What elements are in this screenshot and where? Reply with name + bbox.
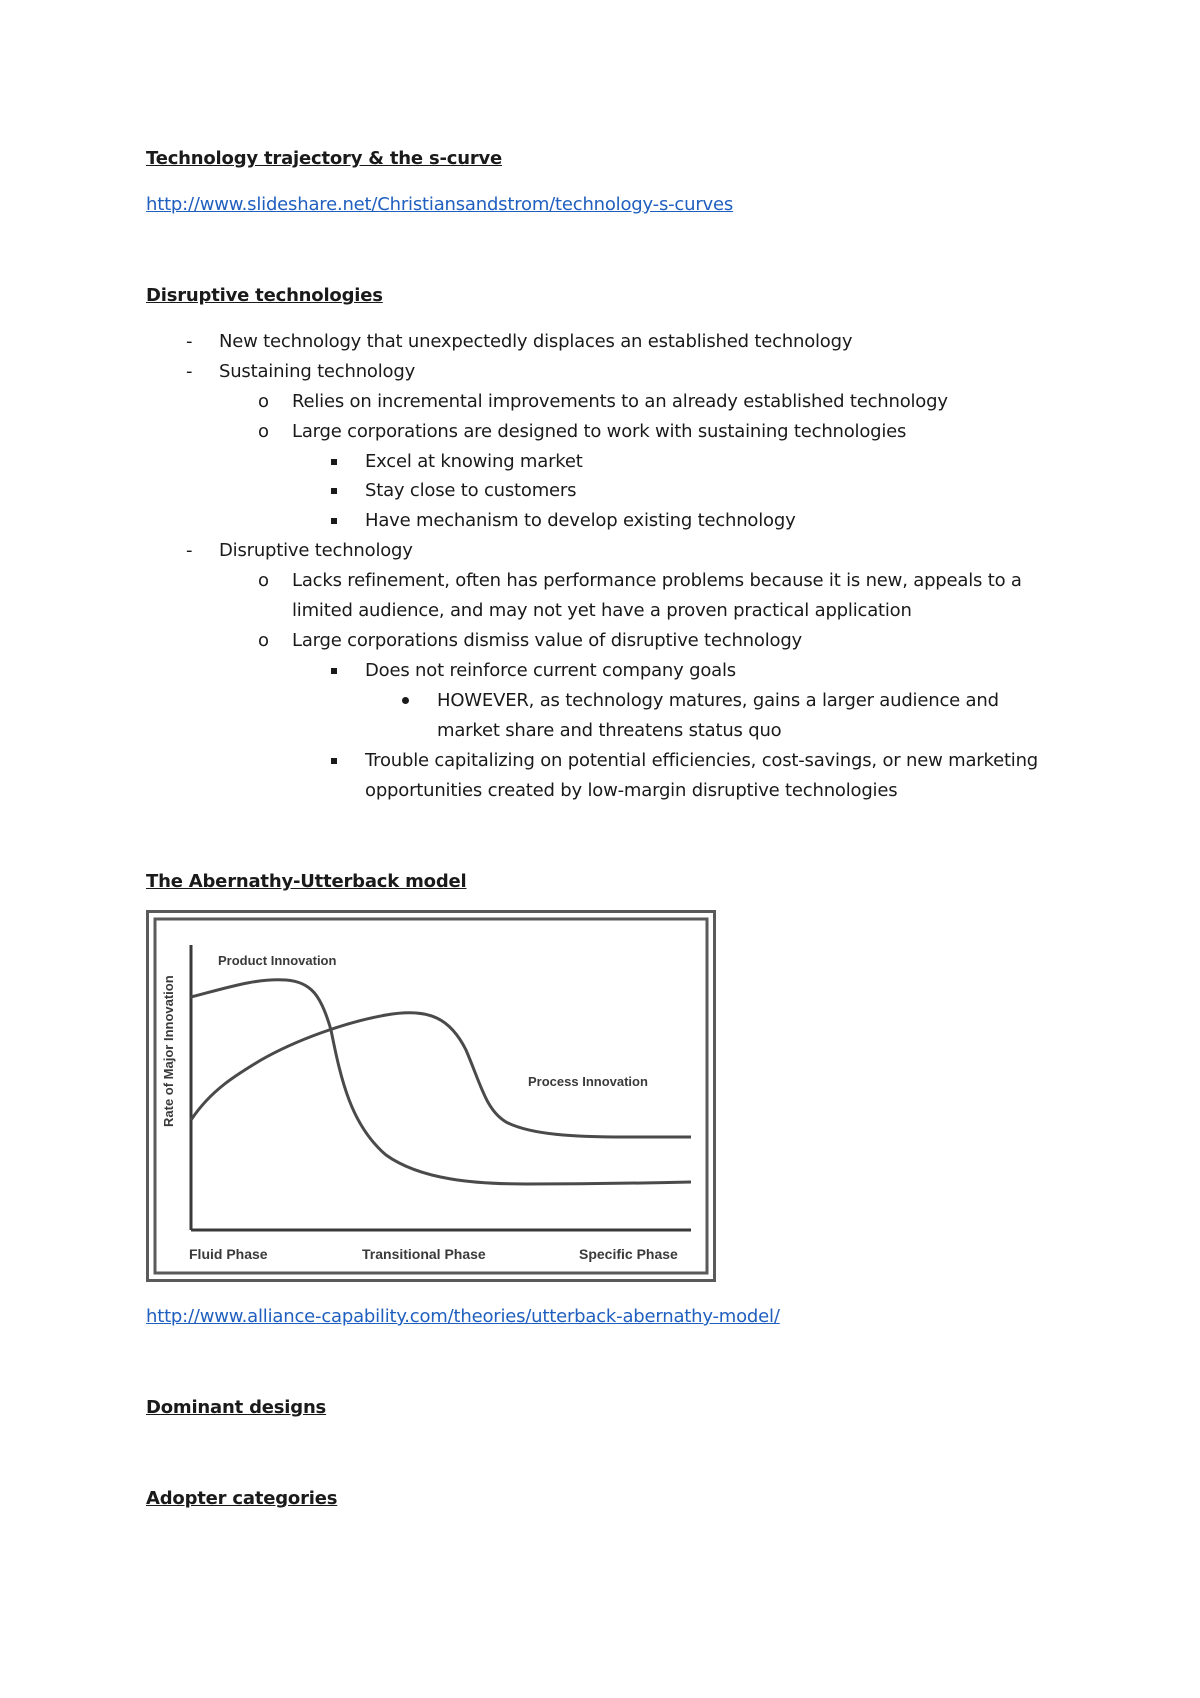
list-item: Trouble capitalizing on potential efficiencies, cost-savings, or new marketing xyxy=(365,750,1039,771)
square-bullet-icon xyxy=(331,668,337,674)
heading-adopter-categories: Adopter categories xyxy=(146,1488,338,1509)
heading-disruptive-technologies: Disruptive technologies xyxy=(146,285,383,306)
circle-bullet: o xyxy=(258,391,270,412)
circle-bullet: o xyxy=(258,630,270,651)
list-item: Sustaining technology xyxy=(219,361,416,382)
list-item: Lacks refinement, often has performance problems because it is new, appeals to a xyxy=(292,570,1022,591)
process-innovation-label: Process Innovation xyxy=(528,1074,648,1089)
link-alliance-capability[interactable]: http://www.alliance-capability.com/theories/utterback-abernathy-model/ xyxy=(146,1306,780,1327)
dash-bullet: - xyxy=(186,540,193,561)
list-item: HOWEVER, as technology matures, gains a larger audience and xyxy=(437,690,999,711)
heading-abernathy-utterback: The Abernathy-Utterback model xyxy=(146,871,467,892)
product-innovation-label: Product Innovation xyxy=(218,953,337,968)
list-item: Excel at knowing market xyxy=(365,451,583,472)
abernathy-utterback-figure xyxy=(146,910,716,1282)
phase-label-fluid: Fluid Phase xyxy=(189,1246,268,1262)
square-bullet-icon xyxy=(331,518,337,524)
phase-label-transitional: Transitional Phase xyxy=(362,1246,486,1262)
heading-dominant-designs: Dominant designs xyxy=(146,1397,327,1418)
circle-bullet: o xyxy=(258,421,270,442)
list-item: Large corporations are designed to work with sustaining technologies xyxy=(292,421,907,442)
list-item: Stay close to customers xyxy=(365,480,577,501)
heading-technology-trajectory: Technology trajectory & the s-curve xyxy=(146,148,503,169)
round-bullet-icon xyxy=(402,697,409,704)
list-item: Disruptive technology xyxy=(219,540,413,561)
list-item: Does not reinforce current company goals xyxy=(365,660,736,681)
list-item-continuation: opportunities created by low-margin disruptive technologies xyxy=(365,780,898,801)
square-bullet-icon xyxy=(331,459,337,465)
list-item-continuation: market share and threatens status quo xyxy=(437,720,782,741)
list-item: Have mechanism to develop existing technology xyxy=(365,510,796,531)
dash-bullet: - xyxy=(186,361,193,382)
phase-label-specific: Specific Phase xyxy=(579,1246,678,1262)
y-axis-label: Rate of Major Innovation xyxy=(161,975,176,1127)
circle-bullet: o xyxy=(258,570,270,591)
list-item: Relies on incremental improvements to an already established technology xyxy=(292,391,948,412)
square-bullet-icon xyxy=(331,758,337,764)
list-item-continuation: limited audience, and may not yet have a proven practical application xyxy=(292,600,912,621)
dash-bullet: - xyxy=(186,331,193,352)
list-item: New technology that unexpectedly displaces an established technology xyxy=(219,331,853,352)
square-bullet-icon xyxy=(331,488,337,494)
list-item: Large corporations dismiss value of disruptive technology xyxy=(292,630,802,651)
link-slideshare[interactable]: http://www.slideshare.net/Christiansandstrom/technology-s-curves xyxy=(146,194,734,215)
